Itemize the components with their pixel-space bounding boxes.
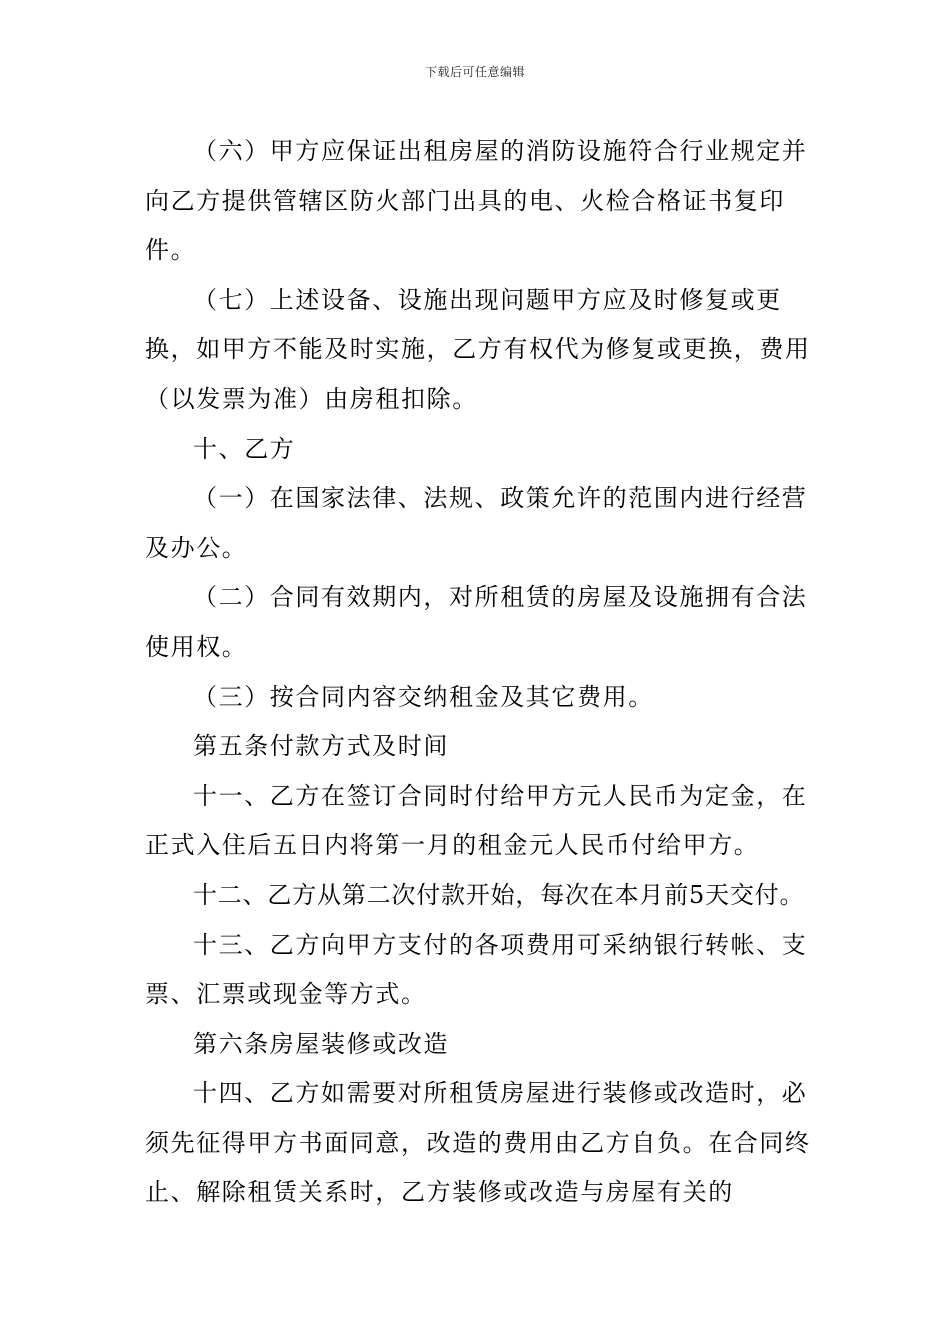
paragraph-b-2: （二）合同有效期内，对所租赁的房屋及设施拥有合法使用权。 bbox=[145, 583, 808, 661]
paragraph-b-1: （一）在国家法律、法规、政策允许的范围内进行经营及办公。 bbox=[145, 484, 808, 562]
clause-14: 十四、乙方如需要对所租赁房屋进行装修或改造时，必须先征得甲方书面同意，改造的费用由乙方自负。在合同终止、解除租赁关系时，乙方装修或改造与房屋有关的 bbox=[145, 1079, 811, 1207]
document-body bbox=[145, 127, 825, 1218]
clause-11: 十一、乙方在签订合同时付给甲方元人民币为定金，在正式入住后五日内将第一月的租金元人民币付给甲方。 bbox=[145, 781, 808, 860]
paragraph-7-repair: （七）上述设备、设施出现问题甲方应及时修复或更换，如甲方不能及时实施，乙方有权代为修复或更换，费用（以发票为准）由房租扣除。 bbox=[145, 285, 811, 413]
paragraph-b-3: （三）按合同内容交纳租金及其它费用。 bbox=[193, 682, 654, 711]
paragraph-6-fire-safety: （六）甲方应保证出租房屋的消防设施符合行业规定并向乙方提供管辖区防火部门出具的电、火检合格证书复印件。 bbox=[145, 137, 808, 265]
clause-12: 十二、乙方从第二次付款开始，每次在本月前5天交付。 bbox=[193, 880, 805, 909]
clause-13: 十三、乙方向甲方支付的各项费用可采纳银行转帐、支票、汇票或现金等方式。 bbox=[145, 930, 808, 1009]
article-6-heading: 第六条房屋装修或改造 bbox=[193, 1029, 449, 1058]
section-10-party-b: 十、乙方 bbox=[193, 434, 296, 463]
page-header: 下载后可任意编辑 bbox=[424, 65, 525, 79]
article-5-heading: 第五条付款方式及时间 bbox=[193, 732, 449, 761]
